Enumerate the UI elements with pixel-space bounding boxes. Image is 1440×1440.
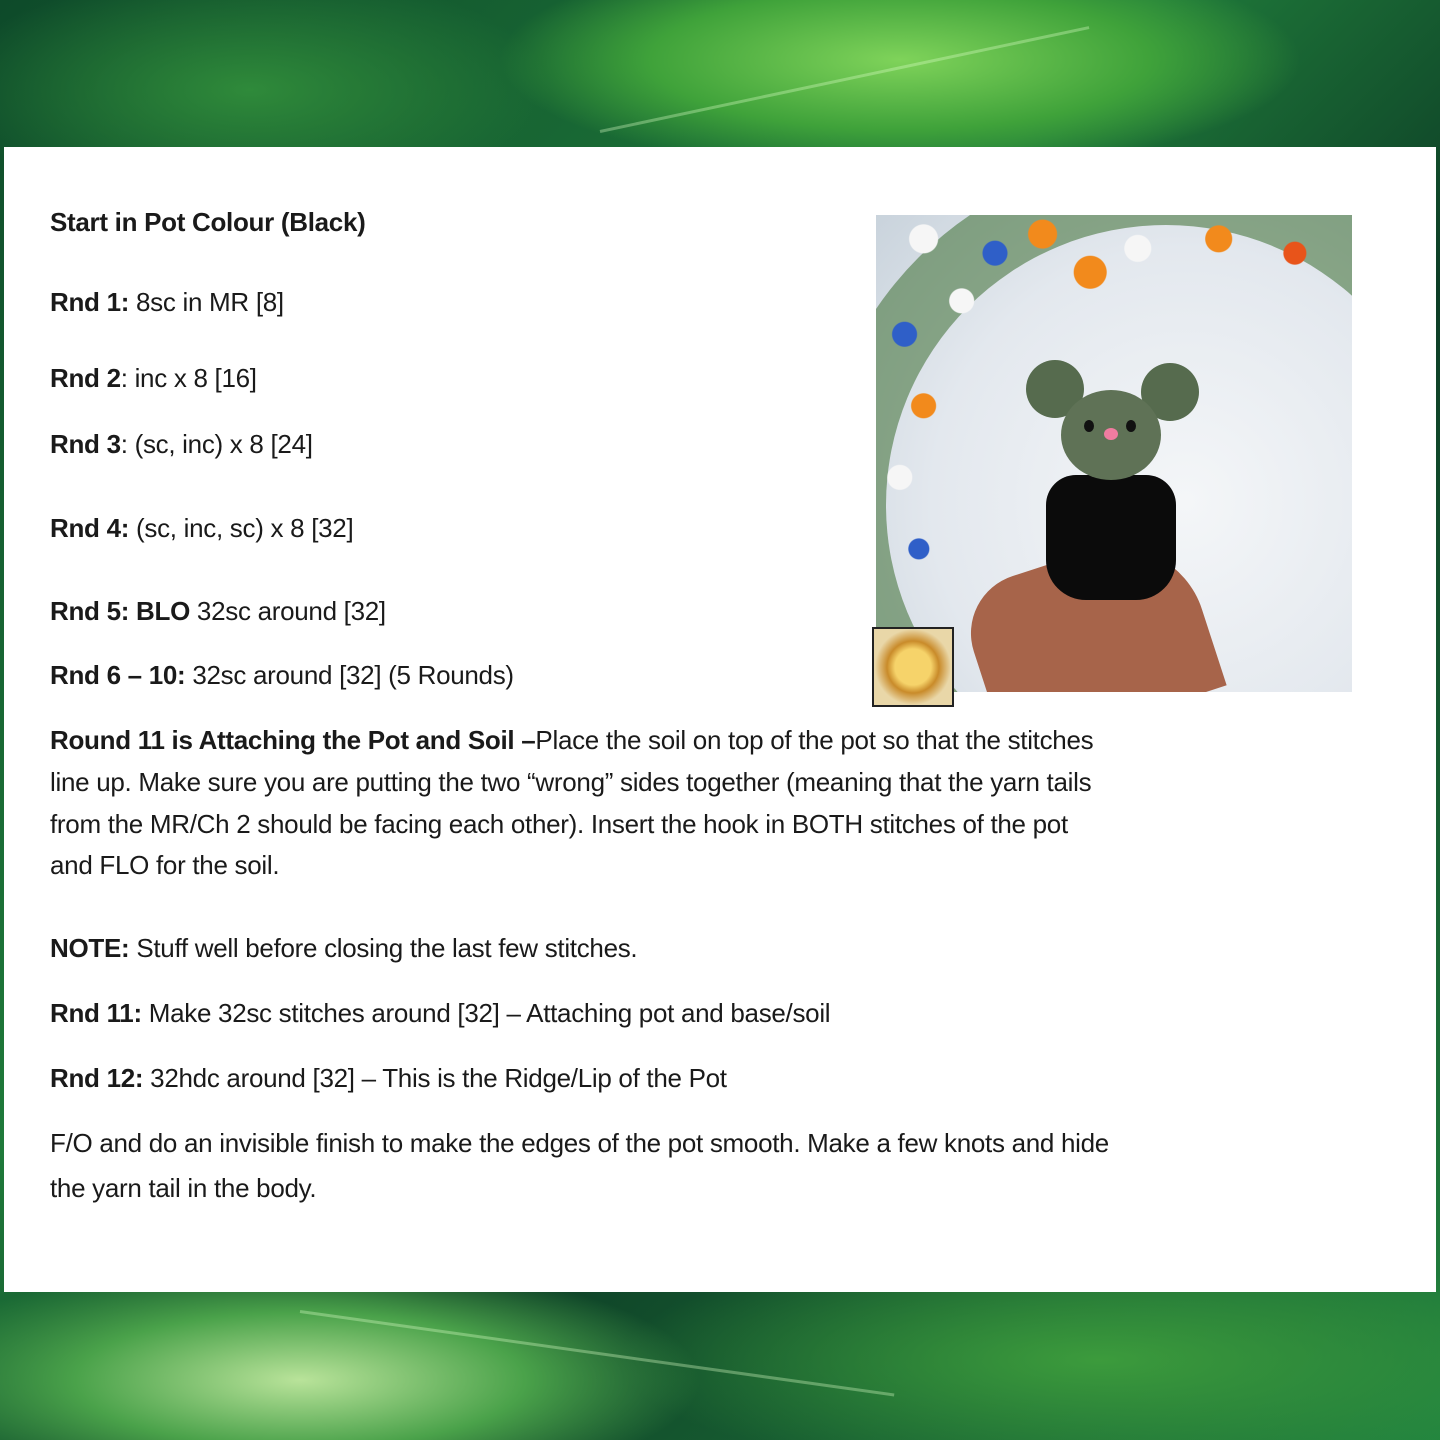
round-3: Rnd 3: (sc, inc) x 8 [24] [50, 429, 313, 459]
round-1: Rnd 1: 8sc in MR [8] [50, 287, 284, 317]
round-4: Rnd 4: (sc, inc, sc) x 8 [32] [50, 513, 354, 543]
designer-logo [872, 627, 954, 707]
amigurumi-photo [876, 215, 1352, 692]
note: NOTE: Stuff well before closing the last few stitches. [50, 933, 638, 963]
round-11-intro-line: and FLO for the soil. [50, 850, 280, 880]
round-12: Rnd 12: 32hdc around [32] – This is the Ridge/Lip of the Pot [50, 1063, 727, 1093]
pattern-page [4, 147, 1436, 1292]
round-11-intro-line: from the MR/Ch 2 should be facing each other). Insert the hook in BOTH stitches of the pot [50, 809, 1068, 839]
section-heading: Start in Pot Colour (Black) [50, 207, 366, 237]
round-6-10: Rnd 6 – 10: 32sc around [32] (5 Rounds) [50, 660, 514, 690]
black-pot [1046, 475, 1176, 600]
round-5: Rnd 5: BLO 32sc around [32] [50, 596, 386, 626]
finish-text: the yarn tail in the body. [50, 1173, 317, 1203]
round-11: Rnd 11: Make 32sc stitches around [32] – Attaching pot and base/soil [50, 998, 831, 1028]
leaf-decoration [300, 1310, 895, 1396]
leaf-decoration [600, 26, 1090, 133]
round-11-intro: Round 11 is Attaching the Pot and Soil –Place the soil on top of the pot so that the stitches [50, 725, 1094, 755]
round-2: Rnd 2: inc x 8 [16] [50, 363, 257, 393]
finish-text: F/O and do an invisible finish to make the edges of the pot smooth. Make a few knots and hide [50, 1128, 1109, 1158]
round-11-intro-line: line up. Make sure you are putting the two “wrong” sides together (meaning that the yarn tails [50, 767, 1092, 797]
